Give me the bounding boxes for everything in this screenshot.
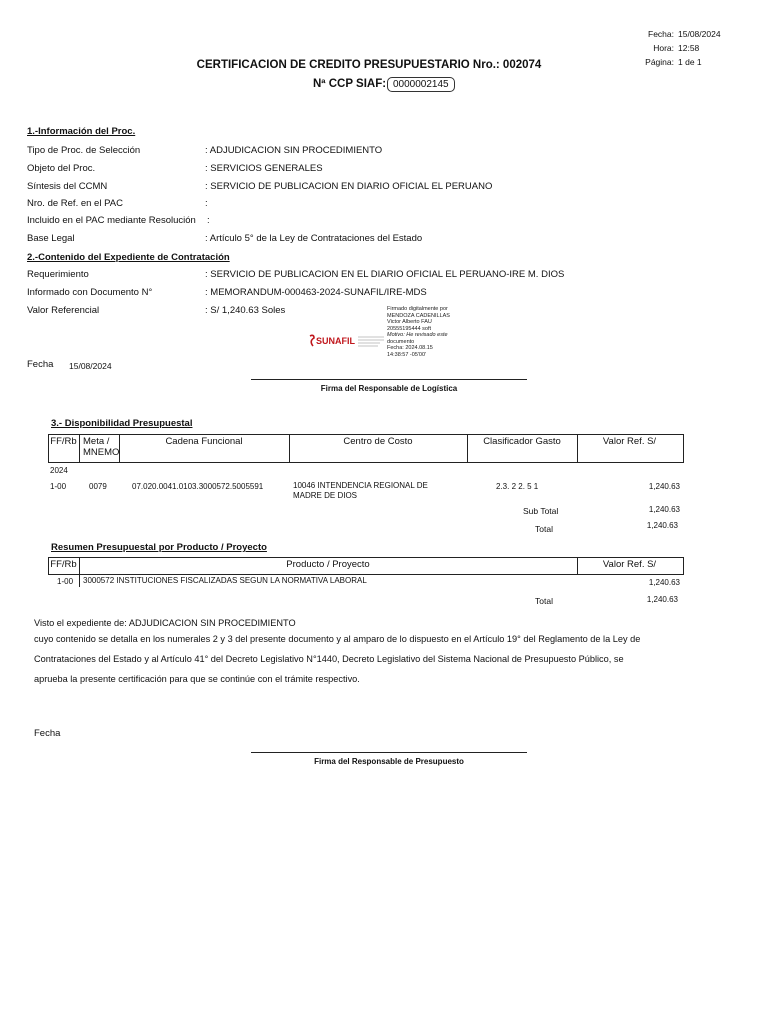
- stamp-line: Firmado digitalmente por: [387, 306, 448, 312]
- logistica-signature-line: [251, 379, 527, 380]
- fecha-label: Fecha:: [648, 29, 674, 39]
- s2-row1-label: Informado con Documento N°: [27, 287, 153, 298]
- resumen-title: Resumen Presupuestal por Producto / Proyecto: [51, 542, 267, 553]
- pagina-label: Página:: [645, 57, 674, 67]
- th-centro: Centro de Costo: [343, 436, 413, 447]
- siaf-value: 0000002145: [387, 77, 455, 92]
- siaf-row: [313, 78, 386, 90]
- s2-fecha-label: Fecha: [27, 359, 54, 370]
- pagina-value: 1 de 1: [678, 57, 702, 67]
- siaf-label: Nª CCP SIAF:: [313, 78, 387, 90]
- hora-value: 12:58: [678, 43, 700, 53]
- s1-row2-label: Síntesis del CCMN: [27, 181, 108, 192]
- cell-cadena: 07.020.0041.0103.3000572.5005591: [132, 482, 264, 491]
- th-meta: Meta / MNEMO: [83, 436, 120, 458]
- s1-row2-value: : SERVICIO DE PUBLICACION EN DIARIO OFICIAL EL PERUANO: [205, 181, 493, 192]
- th-cadena: Cadena Funcional: [165, 436, 243, 447]
- presupuesto-signature-caption: Firma del Responsable de Presupuesto: [314, 757, 464, 766]
- subtotal-value: 1,240.63: [648, 505, 680, 514]
- cell-centro-line2: MADRE DE DIOS: [293, 491, 358, 500]
- year-label: 2024: [50, 466, 68, 475]
- s2-row0-label: Requerimiento: [27, 269, 89, 280]
- cell-clasificador: 2.3. 2 2. 5 1: [496, 482, 539, 491]
- stamp-line: Motivo: He revisado este: [387, 332, 448, 338]
- visto-line: Visto el expediente de: ADJUDICACION SIN PROCEDIMIENTO: [34, 618, 296, 628]
- stamp-line: Victor Alberto FAU: [387, 319, 432, 325]
- fecha-value: 15/08/2024: [678, 29, 721, 39]
- s2-fecha-value: 15/08/2024: [69, 361, 112, 371]
- stamp-line: Fecha: 2024.08.15: [387, 345, 433, 351]
- document-title: CERTIFICACION DE CREDITO PRESUPUESTARIO Nro.: 002074: [196, 59, 542, 71]
- s1-row0-value: : ADJUDICACION SIN PROCEDIMIENTO: [205, 145, 383, 156]
- s2-row0-value: : SERVICIO DE PUBLICACION EN EL DIARIO OFICIAL EL PERUANO-IRE M. DIOS: [205, 269, 565, 280]
- visto-paragraph: [34, 616, 704, 688]
- resumen-total-label: Total: [535, 596, 553, 606]
- resumen-total-value: 1,240.63: [646, 595, 678, 604]
- section2-title: 2.-Contenido del Expediente de Contratación: [27, 252, 230, 263]
- s2-row2-label: Valor Referencial: [27, 305, 100, 316]
- th-valor: Valor Ref. S/: [602, 436, 657, 447]
- stamp-line: documento: [387, 338, 415, 345]
- visto-line: cuyo contenido se detalla en los numerales 2 y 3 del presente documento y al amparo de lo dispuesto en el Artículo 19° del Reglamento de la Ley de: [34, 634, 641, 644]
- s1-row0-label: Tipo de Proc. de Selección: [27, 145, 141, 156]
- rth-ffrb: FF/Rb: [50, 559, 77, 570]
- section1-title: 1.-Información del Proc.: [27, 126, 136, 137]
- total-label: Total: [535, 524, 553, 534]
- s1-row1-value: : SERVICIOS GENERALES: [205, 163, 323, 174]
- cell-ff: 1-00: [50, 482, 67, 491]
- cell-meta: 0079: [89, 482, 107, 491]
- subtotal-label: Sub Total: [523, 506, 559, 516]
- stamp-line: MENDOZA CADENILLAS: [387, 312, 450, 319]
- visto-line: aprueba la presente certificación para que se continúe con el trámite respectivo.: [34, 674, 360, 684]
- s1-row4-label: Incluido en el PAC mediante Resolución: [27, 215, 196, 226]
- sunafil-logo: [308, 334, 386, 350]
- section3-title: 3.- Disponibilidad Presupuestal: [51, 418, 193, 429]
- rcell-ff: 1-00: [57, 577, 74, 586]
- logistica-signature-caption: Firma del Responsable de Logística: [320, 384, 458, 393]
- hora-label: Hora:: [653, 43, 674, 53]
- cell-valor: 1,240.63: [648, 482, 680, 491]
- rcell-producto: 3000572 INSTITUCIONES FISCALIZADAS SEGUN LA NORMATIVA LABORAL: [83, 576, 367, 585]
- s2-row2-value: : S/ 1,240.63 Soles: [205, 305, 286, 316]
- rth-valor: Valor Ref. S/: [602, 559, 657, 570]
- s1-row5-label: Base Legal: [27, 233, 75, 244]
- sunafil-logo-graphic: [308, 334, 386, 348]
- sunafil-logo-text: SUNAFIL: [316, 336, 355, 346]
- rth-producto: Producto / Proyecto: [286, 559, 370, 570]
- s1-row3-value: :: [205, 198, 208, 209]
- signature-stamp: [387, 306, 450, 358]
- s2-row1-value: : MEMORANDUM-000463-2024-SUNAFIL/IRE-MDS: [205, 287, 427, 298]
- th-clasificador: Clasificador Gasto: [483, 436, 561, 447]
- rcell-valor: 1,240.63: [648, 578, 680, 587]
- cell-centro-line1: 10046 INTENDENCIA REGIONAL DE: [293, 481, 428, 490]
- visto-line: Contrataciones del Estado y al Artículo 41° del Decreto Legislativo N°1440, Decreto Legislativo del Sistema Nacional de Presupuesto Público, se: [34, 654, 624, 664]
- s1-row3-label: Nro. de Ref. en el PAC: [27, 198, 123, 209]
- stamp-line: 14:38:57 -05'00': [387, 351, 427, 358]
- footer-fecha-label: Fecha: [34, 728, 61, 739]
- th-ffrb: FF/Rb: [50, 436, 77, 447]
- total-value: 1,240.63: [646, 521, 678, 530]
- s1-row1-label: Objeto del Proc.: [27, 163, 96, 174]
- s1-row4-value: :: [207, 215, 210, 226]
- stamp-line: 20555195444 soft: [387, 325, 432, 332]
- presupuesto-signature-line: [251, 752, 527, 753]
- s1-row5-value: : Artículo 5° de la Ley de Contrataciones del Estado: [205, 233, 423, 244]
